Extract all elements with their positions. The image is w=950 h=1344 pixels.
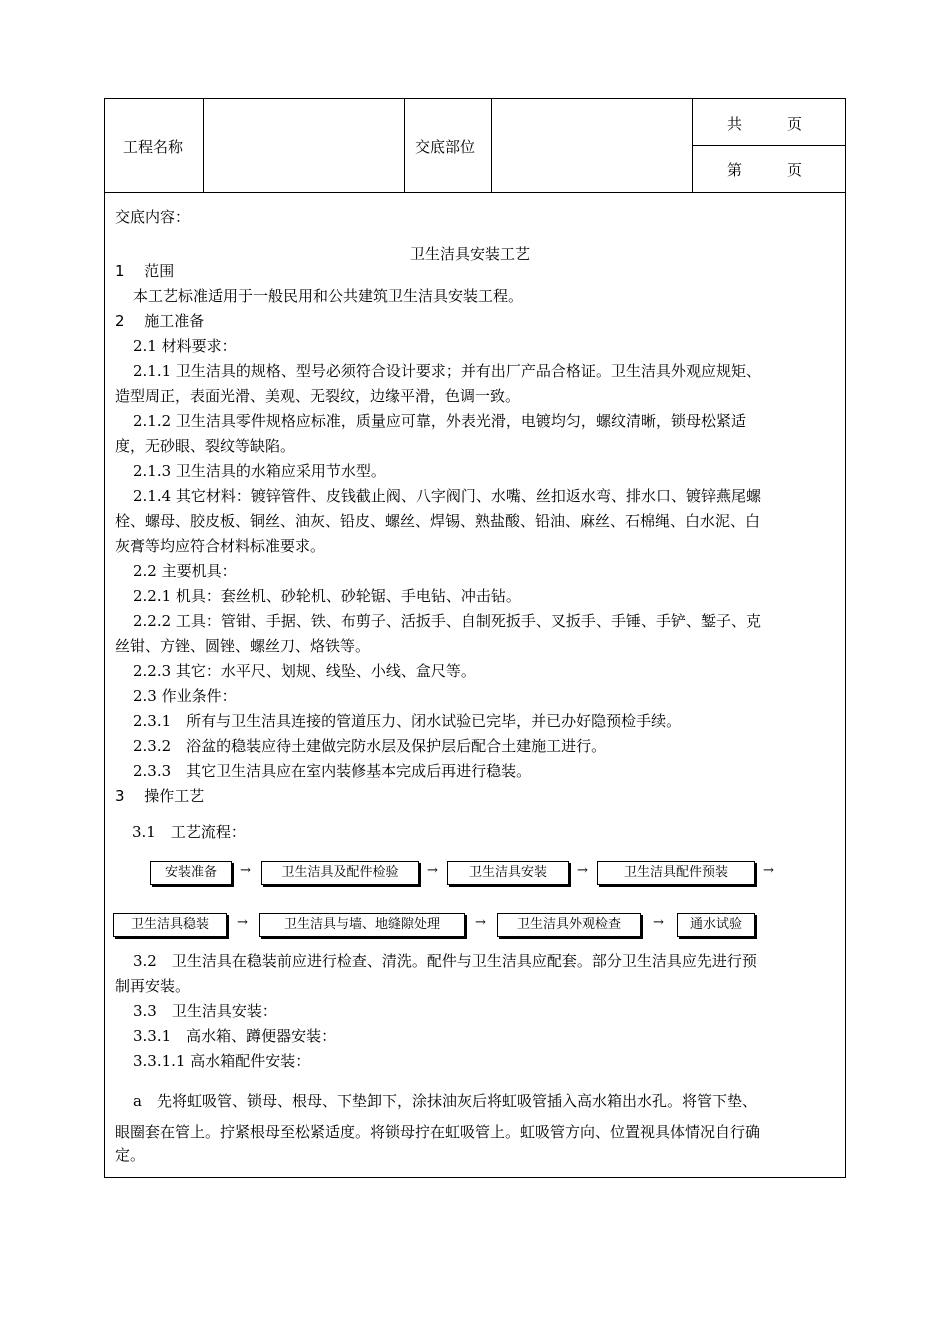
doc-title: 卫生洁具安装工艺 [410,245,531,263]
flow-arrow: → [653,915,664,930]
paragraph-line: 2.2.2 工具：管钳、手据、铁、布剪子、活扳手、自制死扳手、叉扳手、手锤、手铲、錾子、克 [133,612,761,630]
flow-arrow: → [763,863,774,878]
content-body-tail [115,949,837,1074]
paragraph-line: 3 操作工艺 [115,787,205,805]
flow-step-appearance: 卫生洁具外观检查 [497,913,641,937]
paragraph-line: 2.2.3 其它：水平尺、划规、线坠、小线、盒尺等。 [133,662,476,680]
flow-step-inspect: 卫生洁具及配件检验 [261,861,419,885]
header-divider [692,145,845,146]
paragraph-line: 2.1 材料要求： [133,337,237,355]
paragraph-line: 1 范围 [115,262,175,280]
paragraph-line: 灰膏等均应符合材料标准要求。 [115,537,326,555]
flow-arrow: → [427,863,438,878]
paragraph-line: 丝钳、方锉、圆锉、螺丝刀、烙铁等。 [115,637,371,655]
flow-arrow: → [240,863,251,878]
paragraph-line: 造型周正，表面光滑、美观、无裂纹，边缘平滑，色调一致。 [115,387,521,405]
paragraph-line: a 先将虹吸管、锁母、根母、下垫卸下，涂抹油灰后将虹吸管插入高水箱出水孔。将管下垫、 [133,1092,757,1110]
paragraph-line: 2.3 作业条件： [133,687,237,705]
paragraph-line: 度，无砂眼、裂纹等缺陷。 [115,437,296,455]
last-paragraph [115,1084,837,1165]
header-divider [203,99,204,192]
total-pages: 共 页 [727,115,803,133]
paragraph-line: 制再安装。 [115,977,191,995]
paragraph-line: 2 施工准备 [115,312,205,330]
header-divider [404,99,405,192]
paragraph-line: 2.3.3 其它卫生洁具应在室内装修基本完成后再进行稳装。 [133,762,532,780]
flow-step-preassemble: 卫生洁具配件预装 [597,861,755,885]
flow-step-prepare: 安装准备 [150,861,232,885]
project-name-label: 工程名称 [123,138,184,156]
content-body [115,259,837,809]
paragraph-line: 定。 [115,1146,146,1164]
flow-label: 3.1 工艺流程： [132,823,246,841]
content-label: 交底内容： [115,208,191,226]
flow-arrow: → [577,863,588,878]
paragraph-line: 2.1.4 其它材料：镀锌管件、皮钱截止阀、八字阀门、水嘴、丝扣返水弯、排水口、镀锌燕尾螺 [133,487,761,505]
paragraph-line: 2.3.1 所有与卫生洁具连接的管道压力、闭水试验已完毕，并已办好隐预检手续。 [133,712,682,730]
header-divider [491,99,492,192]
flow-step-seal: 卫生洁具与墙、地缝隙处理 [259,913,465,937]
flow-arrow: → [237,915,248,930]
location-label: 交底部位 [415,138,476,156]
paragraph-line: 2.3.2 浴盆的稳装应待土建做完防水层及保护层后配合土建施工进行。 [133,737,607,755]
paragraph-line: 2.2.1 机具：套丝机、砂轮机、砂轮锯、手电钻、冲击钻。 [133,587,521,605]
flow-step-water-test: 通水试验 [677,913,755,937]
flow-step-fix: 卫生洁具稳装 [113,913,227,937]
paragraph-line: 本工艺标准适用于一般民用和公共建筑卫生洁具安装工程。 [133,287,524,305]
paragraph-line: 眼圈套在管上。拧紧根母至松紧适度。将锁母拧在虹吸管上。虹吸管方向、位置视具体情况自行确 [115,1123,761,1141]
header-bottom-rule [105,192,845,193]
paragraph-line: 2.1.2 卫生洁具零件规格应标准，质量应可靠，外表光滑，电镀均匀，螺纹清晰，锁母松紧适 [133,412,746,430]
paragraph-line: 3.3.1 高水箱、蹲便器安装： [133,1027,337,1045]
paragraph-line: 3.3.1.1 高水箱配件安装： [133,1052,311,1070]
paragraph-line: 2.2 主要机具： [133,562,237,580]
paragraph-line: 2.1.1 卫生洁具的规格、型号必须符合设计要求；并有出厂产品合格证。卫生洁具外观应规矩、 [133,362,761,380]
paragraph-line: 2.1.3 卫生洁具的水箱应采用节水型。 [133,462,386,480]
flow-arrow: → [475,915,486,930]
paragraph-line: 栓、螺母、胶皮板、铜丝、油灰、铅皮、螺丝、焊锡、熟盐酸、铅油、麻丝、石棉绳、白水泥、白 [115,512,761,530]
page-number: 第 页 [727,161,803,179]
flow-step-install: 卫生洁具安装 [447,861,569,885]
paragraph-line: 3.2 卫生洁具在稳装前应进行检查、清洗。配件与卫生洁具应配套。部分卫生洁具应先进行预 [133,952,757,970]
paragraph-line: 3.3 卫生洁具安装： [133,1002,277,1020]
document-frame [104,98,846,1178]
